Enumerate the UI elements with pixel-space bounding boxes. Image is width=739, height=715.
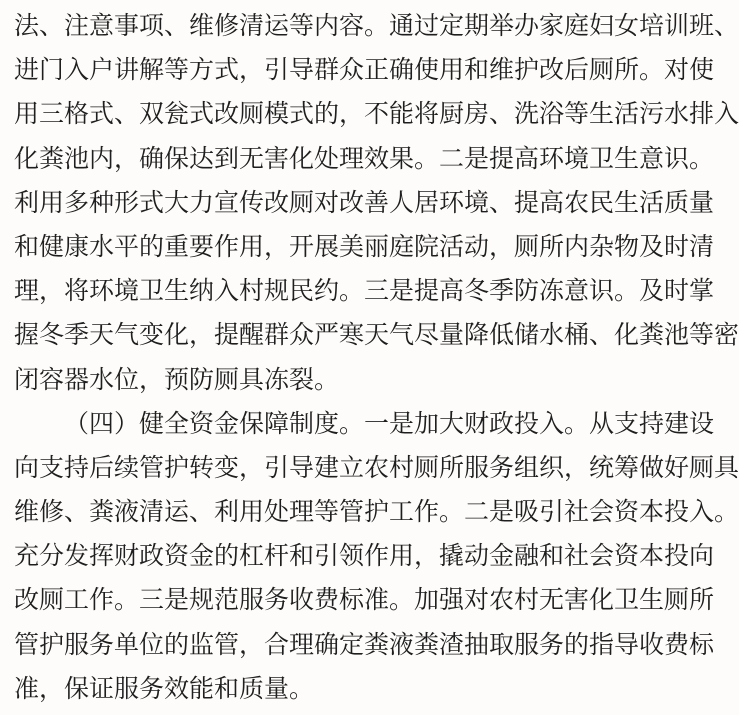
text-line: 握冬季天气变化，提醒群众严寒天气尽量降低储水桶、化粪池等密 <box>14 320 739 350</box>
text-line: 用三格式、双瓮式改厕模式的，不能将厨房、洗浴等生活污水排入 <box>14 99 739 129</box>
text-line: 法、注意事项、维修清运等内容。通过定期举办家庭妇女培训班、 <box>14 11 739 40</box>
text-line: 改厕工作。三是规范服务收费标准。加强对农村无害化卫生厕所 <box>14 585 715 615</box>
text-line: 理，将环境卫生纳入村规民约。三是提高冬季防冻意识。及时掌 <box>14 276 715 306</box>
text-line: 管护服务单位的监管，合理确定粪液粪渣抽取服务的指导收费标 <box>14 629 715 659</box>
text-line: 进门入户讲解等方式，引导群众正确使用和维护改后厕所。对使 <box>14 55 715 85</box>
text-line: 向支持后续管护转变，引导建立农村厕所服务组织，统筹做好厕具 <box>14 452 739 482</box>
text-line: 闭容器水位，预防厕具冻裂。 <box>14 364 340 394</box>
text-line: 化粪池内，确保达到无害化处理效果。二是提高环境卫生意识。 <box>14 143 715 173</box>
text-line: 准，保证服务效能和质量。 <box>14 673 315 703</box>
text-line: 维修、粪液清运、利用处理等管护工作。二是吸引社会资本投入。 <box>14 497 739 527</box>
text-line: 和健康水平的重要作用，开展美丽庭院活动，厕所内杂物及时清 <box>14 231 715 261</box>
paragraph-maintenance <box>14 4 739 402</box>
section-heading-line: （四）健全资金保障制度。一是加大财政投入。从支持建设 <box>64 408 715 438</box>
text-line: 充分发挥财政资金的杠杆和引领作用，撬动金融和社会资本投向 <box>14 541 715 571</box>
text-line: 利用多种形式大力宣传改厕对改善人居环境、提高农民生活质量 <box>14 187 715 217</box>
paragraph-funding <box>14 402 739 711</box>
